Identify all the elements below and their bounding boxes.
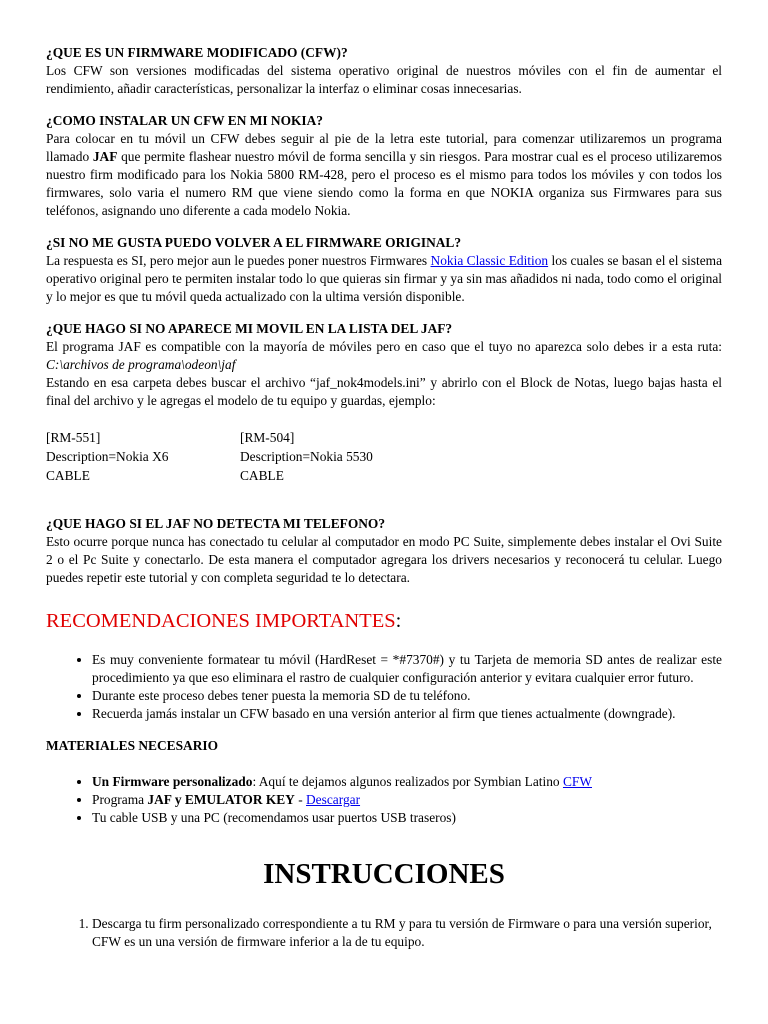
link-nokia-classic-edition[interactable]: Nokia Classic Edition [430, 253, 549, 268]
heading-what-is-cfw: ¿QUE ES UN FIRMWARE MODIFICADO (CFW)? [46, 45, 348, 60]
section-revert-firmware [46, 234, 722, 306]
text-span: Programa [92, 792, 148, 807]
list-item: 1. Descarga tu firm personalizado correspondiente a tu RM y para tu versión de Firmware o para una versión superior, CFW es un una versión de firmware inferior a la de tu equipo. [92, 915, 722, 951]
text-span: que permite flashear nuestro móvil de forma sencilla y sin riesgos. Para mostrar cual es el proceso utilizaremos nuestro firm modificado para los Nokia 5800 RM-428, pero el proceso es el mismo para todos los móviles y con todos los firmwares, solo varia el numero RM que viene siendo como la forma en que NOKIA organiza sus Firmwares para sus teléfonos, asignando uno diferente a cada modelo Nokia. [46, 149, 723, 218]
paragraph-what-is-cfw: Los CFW son versiones modificadas del sistema operativo original de nuestros móviles con el fin de aumentar el rendimiento, añadir características, personalizar la interfaz o eliminar cosas innecesarias. [46, 63, 722, 96]
folder-path: C:\archivos de programa\odeon\jaf [46, 357, 236, 372]
list-item [92, 773, 722, 791]
list-item: • Durante este proceso debes tener puesta la memoria SD de tu teléfono. [92, 687, 722, 705]
paragraph-edit-ini: Estando en esa carpeta debes buscar el archivo “jaf_nok4models.ini” y abrirlo con el Block de Notas, luego bajas hasta el final del archivo y le agregas el modelo de tu equipo y guardas, ejemplo: [46, 375, 722, 408]
instructions-title: INSTRUCCIONES [263, 858, 505, 890]
text-span: - [294, 792, 307, 807]
text-span: Para colocar en tu móvil un CFW debes seguir al pie de la letra este tutorial, para comenzar utilizaremos un programa llamado [46, 131, 722, 164]
ini-rm: [RM-551] [46, 430, 101, 445]
heading-install-cfw: ¿COMO INSTALAR UN CFW EN MI NOKIA? [46, 113, 323, 128]
paragraph-model-not-listed [46, 338, 722, 374]
list-item: • Recuerda jamás instalar un CFW basado en una versión anterior al firm que tienes actualmente (downgrade). [92, 705, 722, 723]
section-model-not-listed [46, 320, 722, 485]
section-install-cfw [46, 112, 722, 220]
section-what-is-cfw [46, 44, 722, 98]
list-item [92, 791, 722, 809]
paragraph-install-cfw [46, 130, 722, 220]
ini-rm: [RM-504] [240, 430, 295, 445]
text-span: El programa JAF es compatible con la mayoría de móviles pero en caso que el tuyo no aparezca solo debes ir a esta ruta: [46, 339, 722, 354]
paragraph-jaf-not-detect: Esto ocurre porque nunca has conectado tu celular al computador en modo PC Suite, simplemente debes instalar el Ovi Suite 2 o el Pc Suite y conectarlo. De esta manera el computador agregara los drivers necesarios y reconocerá tu celular. Luego puedes repetir este tutorial y con completa seguridad te lo detectara. [46, 534, 722, 585]
heading-revert-firmware: ¿SI NO ME GUSTA PUEDO VOLVER A EL FIRMWARE ORIGINAL? [46, 235, 462, 250]
text-span: La respuesta es SI, pero mejor aun le puedes poner nuestros Firmwares [46, 253, 431, 268]
recommendations-title [46, 609, 722, 633]
ini-example-col-2 [240, 428, 434, 485]
recommendations-list [46, 651, 722, 723]
link-descargar[interactable]: Descargar [306, 792, 361, 807]
recommendations-title-colon: : [395, 610, 402, 632]
materials-title: MATERIALES NECESARIO [46, 738, 219, 753]
recommendations-title-text: RECOMENDACIONES IMPORTANTES [46, 610, 396, 632]
heading-model-not-listed: ¿QUE HAGO SI NO APARECE MI MOVIL EN LA LISTA DEL JAF? [46, 321, 453, 336]
instructions-list [46, 915, 722, 951]
text-span: : Aquí te dejamos algunos realizados por Symbian Latino [252, 774, 563, 789]
list-item: • Tu cable USB y una PC (recomendamos usar puertos USB traseros) [92, 809, 722, 827]
link-cfw[interactable]: CFW [562, 774, 592, 789]
bold-jaf: JAF [92, 149, 118, 164]
ini-cable: CABLE [240, 468, 284, 483]
ini-cable: CABLE [46, 468, 90, 483]
paragraph-revert-firmware [46, 252, 722, 306]
bold-jaf-emulator: JAF y EMULATOR KEY [147, 792, 295, 807]
section-jaf-not-detect [46, 515, 722, 587]
ini-description: Description=Nokia X6 [46, 449, 169, 464]
heading-jaf-not-detect: ¿QUE HAGO SI EL JAF NO DETECTA MI TELEFONO? [46, 516, 386, 531]
ini-example [46, 428, 722, 485]
text-span: los cuales se basan el el sistema operativo original pero te permiten instalar todo lo que quieras sin firmar y ya sin mas añadidos ni nada, todo como el original y lo mejor es que tu móvil queda actualizado con la ultima versión disponible. [46, 253, 723, 304]
ini-example-col-1 [46, 428, 240, 485]
list-item: • Es muy conveniente formatear tu móvil (HardReset = *#7370#) y tu Tarjeta de memoria SD antes de realizar este procedimiento ya que eso eliminara el rastro de cualquier configuración anterior y evitara cualquier error futuro. [92, 651, 722, 687]
materials-list [46, 773, 722, 827]
ini-description: Description=Nokia 5530 [240, 449, 373, 464]
bold-firmware: Un Firmware personalizado [92, 774, 253, 789]
